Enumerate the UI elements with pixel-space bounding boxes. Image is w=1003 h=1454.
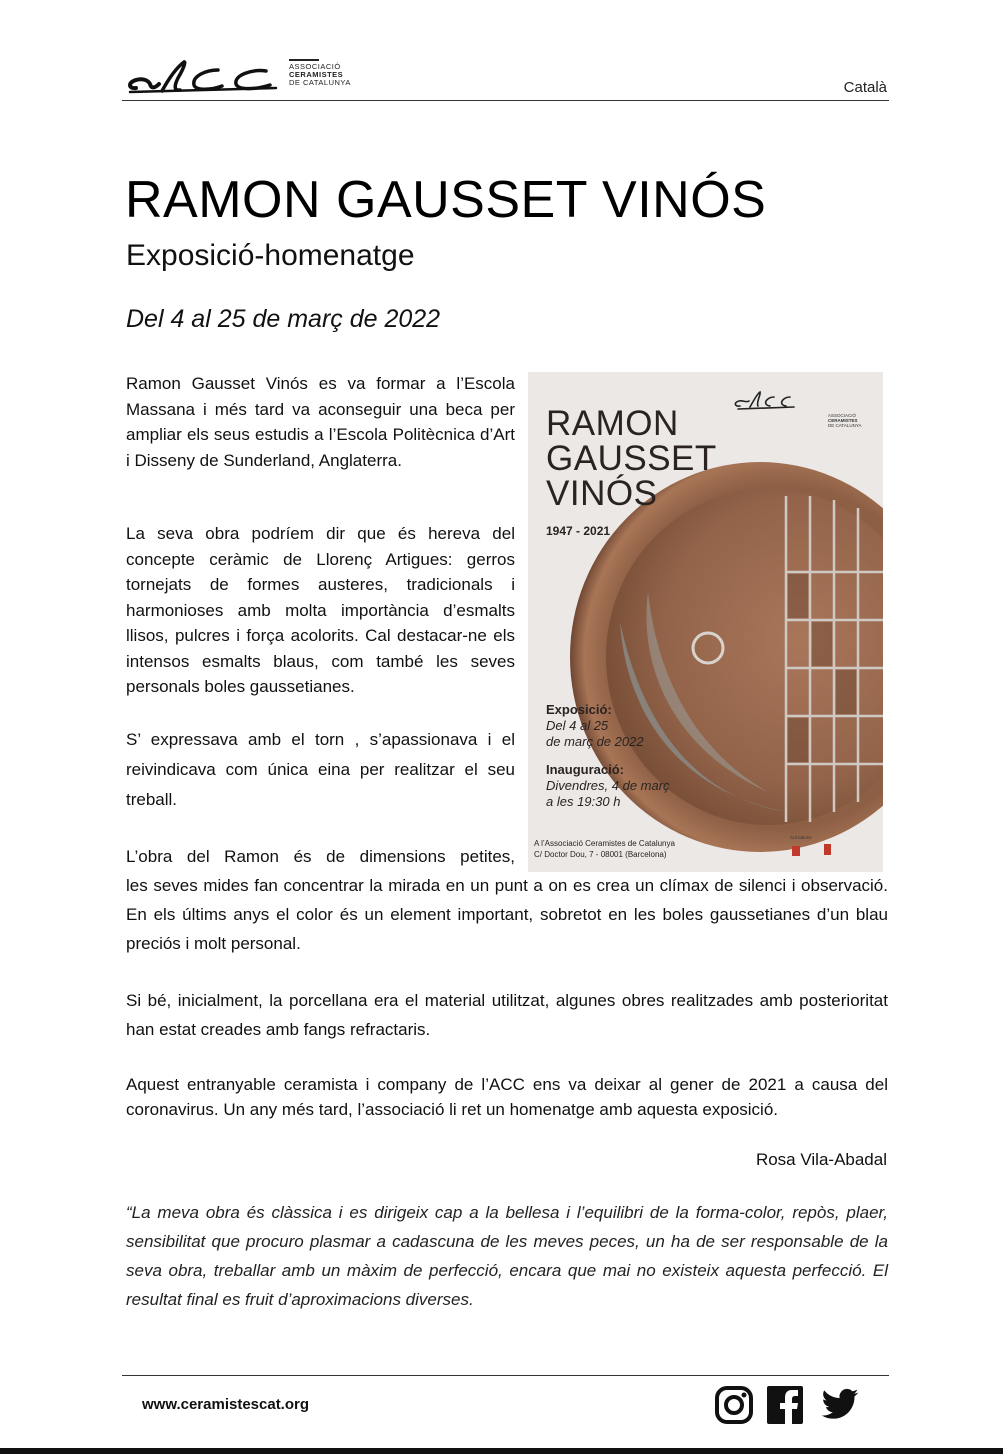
poster-addr-line-1: A l’Associació Ceramistes de Catalunya	[534, 839, 675, 848]
poster-collab-label: Col·labora:	[790, 835, 813, 840]
association-wordmark	[289, 59, 351, 87]
author-signature: Rosa Vila-Abadal	[755, 1150, 887, 1169]
facebook-icon[interactable]	[766, 1385, 804, 1430]
poster-inauguration-heading: Inauguració:	[546, 762, 625, 777]
language-label: Català	[843, 79, 887, 96]
poster-expo-line-2: de març de 2022	[546, 734, 644, 749]
website-link[interactable]: www.ceramistescat.org	[142, 1396, 310, 1413]
poster-name-line-2: GAUSSET	[546, 439, 717, 478]
paragraph-1: Ramon Gausset Vinós es va formar a l’Escola Massana i més tard va aconseguir una beca per ampliar els seus estudis a l’Escola Politècnica d’Art i Disseny de Sunderland, Anglaterra.	[126, 374, 515, 470]
twitter-icon[interactable]	[818, 1385, 862, 1430]
page-bottom-border	[0, 1448, 1003, 1454]
exhibition-poster	[528, 372, 883, 872]
footer-divider	[122, 1375, 889, 1376]
poster-wordmark-line-3: DE CATALUNYA	[828, 423, 862, 428]
poster-inau-line-1: Divendres, 4 de març	[546, 778, 670, 793]
poster-name-line-3: VINÓS	[546, 474, 658, 513]
header-divider	[122, 100, 889, 101]
page-title: RAMON GAUSSET VINÓS	[125, 171, 767, 229]
instagram-icon[interactable]	[714, 1385, 754, 1430]
wordmark-line-2: CERAMISTES	[289, 70, 344, 79]
poster-wordmark-line-1: ASSOCIACIÓ	[828, 413, 857, 418]
wordmark-line-3: DE CATALUNYA	[289, 78, 351, 87]
poster-expo-heading: Exposició:	[546, 702, 612, 717]
poster-address	[534, 838, 675, 860]
paragraph-6: Aquest entranyable ceramista i company de l’ACC ens va deixar al gener de 2021 a causa del coronavirus. Un any més tard, l’associació li ret un homenatge amb aquesta exposició.	[126, 1075, 888, 1119]
paragraph-4: les seves mides fan concentrar la mirada en un punt a on es crea un clímax de silenci i observació. En els últims anys el color és un element important, sobretot en les boles gaussetianes d’un blau preciós i molt personal.	[126, 876, 888, 953]
paragraph-5: Si bé, inicialment, la porcellana era el material utilitzat, algunes obres realitzades amb posterioritat han estat creades amb fangs refractaris.	[126, 991, 888, 1039]
poster-expo-line-1: Del 4 al 25	[546, 718, 609, 733]
poster-years: 1947 - 2021	[546, 524, 611, 538]
exhibition-dates: Del 4 al 25 de març de 2022	[126, 305, 441, 333]
poster-artist-name	[546, 406, 717, 511]
poster-inau-line-2: a les 19:30 h	[546, 794, 621, 809]
poster-expo-dates	[546, 718, 644, 750]
artist-quote: “La meva obra és clàssica i es dirigeix cap a la bellesa i l’equilibri de la forma-color, repòs, plaer, sensibilitat que procuro plasmar a cadascuna de les meves peces, un ha de ser responsable de la seva obra, treballar amb un màxim de perfecció, encara que mai no existeix aquesta perfecció. El resultat final es fruit d’aproximacions diverses.	[126, 1203, 888, 1309]
paragraph-2: La seva obra podríem dir que és hereva del concepte ceràmic de Llorenç Artigues: gerros tornejats de formes austeres, tradicionals i harmonioses amb molta importància d’esmalts llisos, pulcres i força acolorits. Cal destacar-ne els intensos esmalts blaus, com també les seves personals boles gaussetianes.	[126, 524, 515, 696]
poster-acc-logo	[735, 392, 794, 409]
poster-name-line-1: RAMON	[546, 404, 679, 443]
acc-logo	[126, 58, 282, 105]
page-subtitle: Exposició-homenatge	[126, 239, 415, 272]
paragraph-4-first-line: L’obra del Ramon és de dimensions petites,	[126, 847, 515, 866]
wordmark-line-1: ASSOCIACIÓ	[289, 62, 341, 71]
poster-addr-line-2: C/ Doctor Dou, 7 - 08001 (Barcelona)	[534, 850, 667, 859]
poster-inauguration-details	[546, 778, 670, 810]
poster-wordmark	[828, 413, 862, 428]
poster-wordmark-line-2: CERAMISTES	[828, 418, 858, 423]
paragraph-3: S’ expressava amb el torn , s’apassionava i el reivindicava com única eina per realitzar el seu treball.	[126, 730, 515, 809]
